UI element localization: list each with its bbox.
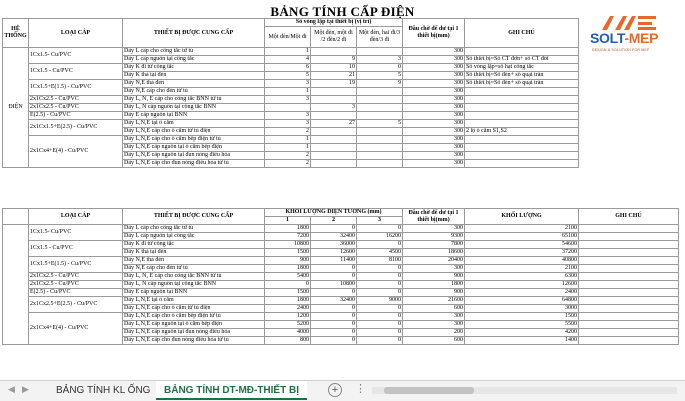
cell-l3[interactable] [357,104,403,112]
cell-qty[interactable]: 1400 [465,337,579,345]
cell-device[interactable]: Dây L,N,E cấp cho đun nóng điều hòa từ tủ [123,160,265,168]
cell-note[interactable] [465,88,579,96]
table-row [3,241,679,249]
cell-l1[interactable]: 1 [265,136,311,144]
cell-device[interactable]: Dây N,E thả đèn [123,80,265,88]
col-loop1-header[interactable]: Một đèn/Một đi [265,27,311,48]
cell-note[interactable] [465,152,579,160]
cell-end[interactable]: 300 [403,96,465,104]
cell-note[interactable] [579,289,679,297]
cell-note[interactable] [579,273,679,281]
cell-l2[interactable] [311,88,357,96]
cell-l1[interactable]: 1 [265,88,311,96]
cell-note[interactable] [579,337,679,345]
cell-l2[interactable] [311,128,357,136]
col2-quantity-header[interactable]: KHỐI LƯỢNG [465,209,579,225]
cell-device[interactable]: Dây K thả tại đèn [123,72,265,80]
cable-cell[interactable]: 1Cx1.5+E(1.5) - Cu/PVC [29,80,123,96]
cable-quantity-table [2,208,679,345]
cell-end[interactable]: 300 [403,80,465,88]
cell-end[interactable]: 300 [403,144,465,152]
cable-cell[interactable]: 2x1Cx1.5+E(2.5) - Cu/PVC [29,120,123,136]
cell-v3[interactable]: 0 [357,329,403,337]
cell-v1[interactable]: 0 [265,281,311,289]
cell-device[interactable]: Dây L,N,E cấp nguồn tại đun nóng điều hòa [123,329,265,337]
cell-l1[interactable]: 3 [265,120,311,128]
cell-end[interactable]: 600 [403,337,465,345]
cell-v2[interactable]: 0 [311,225,357,233]
cell-qty[interactable]: 2400 [465,289,579,297]
tab-dt-md-thiet-bi[interactable]: BẢNG TÍNH DT-MĐ-THIẾT BỊ [156,381,307,400]
horizontal-scrollbar[interactable] [372,387,677,394]
table-row [3,289,679,297]
cell-device[interactable]: Dây L,N,E cấp nguồn tại ổ cắm bếp điện [123,144,265,152]
cell-v3[interactable]: 0 [357,313,403,321]
cell-l3[interactable] [357,144,403,152]
col-endpoint-header[interactable]: Đầu chờ để dư tại 1 thiết bị(mm) [403,19,465,48]
cable-cell[interactable]: E(2.5) - Cu/PVC [29,112,123,120]
cell-end[interactable]: 900 [403,289,465,297]
cell-qty[interactable]: 65100 [465,233,579,241]
cable-cell[interactable]: 2x1Cx4+E(4) - Cu/PVC [29,136,123,168]
cell-l1[interactable]: 1 [265,48,311,56]
cell-l2[interactable] [311,152,357,160]
add-sheet-icon[interactable]: + [328,383,342,397]
cell-l2[interactable]: 27 [311,120,357,128]
cell-qty[interactable]: 12600 [465,281,579,289]
cable-cell[interactable]: 1Cx1.5- Cu/PVC [29,48,123,64]
cell-v3[interactable]: 4500 [357,249,403,257]
cell-l3[interactable]: 9 [357,80,403,88]
cell-end[interactable]: 300 [403,112,465,120]
cell-end[interactable]: 300 [403,128,465,136]
cell-device[interactable]: Dây L, N, E cấp cho công tắc BNN từ tủ [123,96,265,104]
cell-device[interactable]: Dây L, N cấp nguồn tại công tắc BNN [123,104,265,112]
cell-end[interactable]: 21600 [403,297,465,305]
cell-end[interactable]: 300 [403,321,465,329]
cell-end[interactable]: 18600 [403,249,465,257]
table-row [3,297,679,305]
cell-v2[interactable]: 0 [311,265,357,273]
cell-device[interactable]: Dây L,N,E cấp nguồn tại ổ cắm bếp điện [123,321,265,329]
blank-system-cell[interactable] [3,225,29,345]
cell-l3[interactable] [357,128,403,136]
cell-l2[interactable] [311,48,357,56]
cell-v1[interactable]: 1500 [265,289,311,297]
cell-v3[interactable]: 9000 [357,297,403,305]
col-loop3-header[interactable]: Một đèn, hai đi/3 đèn/3 đi [357,27,403,48]
cell-device[interactable]: Dây N,E cấp cho đèn từ tủ [123,88,265,96]
col2-c3-header[interactable]: 3 [357,217,403,225]
cell-v2[interactable]: 10800 [311,281,357,289]
cell-device[interactable]: Dây K đi từ công tắc [123,241,265,249]
cable-cell[interactable]: 2x1Cx4+E(4) - Cu/PVC [29,313,123,345]
cell-end[interactable]: 1800 [403,281,465,289]
cell-v1[interactable]: 1800 [265,297,311,305]
cell-qty[interactable]: 1500 [465,313,579,321]
cell-note[interactable]: Số vòng lặp=số hạt công tắc [465,64,579,72]
cell-device[interactable]: Dây L,N,E cấp cho ổ cắm bếp điện từ tủ [123,136,265,144]
cell-note[interactable] [579,249,679,257]
cell-v1[interactable]: 1500 [265,249,311,257]
cell-end[interactable]: 300 [403,56,465,64]
cell-end[interactable]: 300 [403,160,465,168]
cell-device[interactable]: Dây L,N,E tại ổ cắm [123,297,265,305]
cell-qty[interactable]: 4200 [465,329,579,337]
cell-qty[interactable]: 64800 [465,297,579,305]
col2-endpoint-header[interactable]: Đầu chờ để dư tại 1 thiết bị(mm) [403,209,465,225]
cell-note[interactable]: Số thiết bị=Số đèn+ số quạt trần [465,80,579,88]
cable-cell[interactable]: 1Cx1.5+E(1.5) - Cu/PVC [29,257,123,273]
cell-note[interactable] [579,281,679,289]
tab-prev-icon[interactable]: ◀ [8,384,15,394]
logo-tagline: DESIGN & SOLUTION FOR MEP [592,48,650,52]
logo-brand-text: SOLT-MEP [590,30,659,46]
scrollbar-thumb[interactable] [384,387,474,394]
cell-device[interactable]: Dây L, N cấp nguồn tại công tắc BNN [123,281,265,289]
cell-l1[interactable]: 1 [265,144,311,152]
cell-v3[interactable]: 0 [357,337,403,345]
cell-note[interactable] [465,144,579,152]
cell-qty[interactable]: 3000 [465,305,579,313]
more-options-icon[interactable]: ⋮ [355,383,366,395]
table-row [3,112,579,120]
cell-device[interactable]: Dây L,N,E cấp cho ổ cắm từ tủ điện [123,305,265,313]
cable-cell[interactable]: 2x1Cx2.5 - Cu/PVC [29,96,123,104]
cell-note[interactable] [579,321,679,329]
cable-cell[interactable]: 1Cx1.5 - Cu/PVC [29,64,123,80]
cell-end[interactable]: 20400 [403,257,465,265]
col-device-header[interactable]: THIẾT BỊ ĐƯỢC CUNG CẤP [123,19,265,48]
cell-l1[interactable] [265,104,311,112]
cell-l2[interactable]: 21 [311,72,357,80]
cell-v1[interactable]: 1200 [265,313,311,321]
cell-v2[interactable]: 0 [311,313,357,321]
cell-l3[interactable] [357,136,403,144]
cell-l3[interactable]: 0 [357,64,403,72]
table-row [3,120,579,128]
cell-device[interactable]: Dây E cấp nguồn tại BNN [123,112,265,120]
cell-device[interactable]: Dây K đi từ công tắc [123,64,265,72]
cell-l3[interactable] [357,152,403,160]
table-row [3,281,679,289]
col2-note-header[interactable]: GHI CHÚ [579,209,679,225]
cell-note[interactable] [465,136,579,144]
cell-v2[interactable]: 32400 [311,297,357,305]
col-system-header[interactable]: HỆ THỐNG [3,19,29,48]
cell-l2[interactable]: 9 [311,56,357,64]
cell-v3[interactable]: 0 [357,305,403,313]
cell-l2[interactable] [311,136,357,144]
col-loops-group-header[interactable]: Số vòng lặp tại thiết bị (vị trí) [265,19,403,27]
cell-l1[interactable]: 2 [265,152,311,160]
cell-note[interactable] [579,265,679,273]
cell-end[interactable]: 300 [403,64,465,72]
cell-v2[interactable]: 0 [311,273,357,281]
cell-qty[interactable]: 6300 [465,273,579,281]
cell-device[interactable]: Dây L cấp nguồn tại công tắc [123,233,265,241]
cell-l2[interactable] [311,96,357,104]
cell-l3[interactable]: 3 [357,56,403,64]
cell-end[interactable]: 300 [403,120,465,128]
cell-end[interactable]: 300 [403,48,465,56]
cable-cell[interactable]: 2x1Cx2.5 - Cu/PVC [29,281,123,289]
cell-note[interactable] [579,257,679,265]
col2-c2-header[interactable]: 2 [311,217,357,225]
sheet-title: BẢNG TÍNH CẤP ĐIỆN [270,4,415,19]
cell-v2[interactable]: 11400 [311,257,357,265]
cell-v1[interactable]: 4000 [265,329,311,337]
cell-qty[interactable]: 37200 [465,249,579,257]
cell-l2[interactable] [311,144,357,152]
col-cable-header[interactable]: LOẠI CÁP [29,19,123,48]
cell-l3[interactable] [357,96,403,104]
col-note-header[interactable]: GHI CHÚ [465,19,579,48]
cell-v2[interactable]: 36000 [311,241,357,249]
cell-note[interactable] [465,120,579,128]
cell-v1[interactable]: 1800 [265,265,311,273]
cable-cell[interactable]: E(2.5) - Cu/PVC [29,289,123,297]
cell-note[interactable] [465,48,579,56]
cell-v1[interactable]: 900 [265,257,311,265]
cell-l2[interactable]: 3 [311,104,357,112]
cell-note[interactable] [465,112,579,120]
cell-v2[interactable]: 0 [311,329,357,337]
cell-l1[interactable]: 5 [265,72,311,80]
cell-device[interactable]: Dây L,N,E cấp cho đun nóng điều hòa từ tủ [123,337,265,345]
cell-l2[interactable] [311,160,357,168]
col2-c1-header[interactable]: 1 [265,217,311,225]
table-row [3,104,579,112]
cell-end[interactable]: 200 [403,329,465,337]
cell-v2[interactable]: 32400 [311,233,357,241]
cable-cell[interactable]: 2x1Cx2.5 - Cu/PVC [29,104,123,112]
cell-v1[interactable]: 10800 [265,241,311,249]
cell-l2[interactable]: 10 [311,64,357,72]
cell-device[interactable]: Dây L,N,E cấp cho ổ cắm từ tủ điện [123,128,265,136]
cell-device[interactable]: Dây K thả tại đèn [123,249,265,257]
cell-v3[interactable]: 0 [357,225,403,233]
cell-v3[interactable]: 0 [357,289,403,297]
cell-l1[interactable]: 2 [265,128,311,136]
cell-qty[interactable]: 54600 [465,241,579,249]
table-row [3,273,679,281]
cell-device[interactable]: Dây L,N,E tại ổ cắm [123,120,265,128]
cell-end[interactable]: 300 [403,88,465,96]
table-row [3,64,579,72]
cell-end[interactable]: 600 [403,305,465,313]
cell-note[interactable] [465,160,579,168]
cell-l1[interactable]: 3 [265,80,311,88]
sheet-tab-bar [0,380,685,401]
cell-end[interactable]: 300 [403,313,465,321]
brand-logo [588,14,680,58]
table-row [3,313,679,321]
cell-v1[interactable]: 1800 [265,225,311,233]
cell-v2[interactable]: 0 [311,289,357,297]
cell-device[interactable]: Dây L,N,E cấp nguồn tại đun nóng điều hòa [123,152,265,160]
cell-note[interactable] [579,241,679,249]
col2-cable-header[interactable]: LOẠI CÁP [29,209,123,225]
cell-end[interactable]: 300 [403,265,465,273]
cell-end[interactable]: 300 [403,104,465,112]
table-row [3,48,579,56]
cell-l3[interactable] [357,88,403,96]
cell-note[interactable]: Số thiết bị=Số đèn+ số quạt trần [465,72,579,80]
cell-v3[interactable]: 0 [357,281,403,289]
col2-device-header[interactable]: THIẾT BỊ ĐƯỢC CUNG CẤP [123,209,265,225]
cell-note[interactable]: Số thiết bị=Số CT đơn+ số CT đôi [465,56,579,64]
cell-l3[interactable] [357,48,403,56]
cell-l2[interactable] [311,112,357,120]
cable-cell[interactable]: 1Cx1.5- Cu/PVC [29,225,123,241]
cell-l3[interactable]: 5 [357,72,403,80]
cell-device[interactable]: Dây L cấp cho công tắc từ tủ [123,225,265,233]
table-row [3,96,579,104]
cell-note[interactable] [465,104,579,112]
cell-note[interactable] [579,305,679,313]
col-loop2-header[interactable]: Một đèn, một đi /2 đèn/2 đi [311,27,357,48]
cell-v1[interactable]: 5200 [265,321,311,329]
cell-l2[interactable]: 19 [311,80,357,88]
cell-qty[interactable]: 40800 [465,257,579,265]
table-row [3,225,679,233]
cell-l1[interactable]: 2 [265,160,311,168]
cell-v3[interactable]: 0 [357,273,403,281]
cell-qty[interactable]: 5500 [465,321,579,329]
cell-end[interactable]: 300 [403,152,465,160]
cell-note[interactable] [465,96,579,104]
cell-v3[interactable]: 16200 [357,233,403,241]
table-row [3,80,579,88]
cell-note[interactable] [579,297,679,305]
cell-l3[interactable] [357,112,403,120]
table-row [3,136,579,144]
cell-v3[interactable]: 8100 [357,257,403,265]
cell-device[interactable]: Dây L cấp nguồn tại công tắc [123,56,265,64]
cell-device[interactable]: Dây L,N,E cấp cho ổ cắm bếp điện từ tủ [123,313,265,321]
cell-qty[interactable]: 2100 [465,225,579,233]
cell-l3[interactable] [357,160,403,168]
cell-end[interactable]: 300 [403,136,465,144]
cell-note[interactable] [579,233,679,241]
blank-header-cell[interactable] [3,209,29,225]
cable-cell[interactable]: 1Cx1.5 - Cu/PVC [29,241,123,257]
cell-note[interactable] [579,225,679,233]
cell-v1[interactable]: 2400 [265,305,311,313]
cell-v2[interactable]: 0 [311,305,357,313]
cell-v3[interactable]: 0 [357,321,403,329]
cell-v1[interactable]: 800 [265,337,311,345]
cell-l3[interactable]: 5 [357,120,403,128]
cell-end[interactable]: 300 [403,72,465,80]
cell-l1[interactable]: 3 [265,96,311,104]
cell-device[interactable]: Dây N,E cấp cho đèn từ tủ [123,265,265,273]
cell-qty[interactable]: 2100 [465,265,579,273]
cell-v3[interactable]: 0 [357,265,403,273]
cable-cell[interactable]: 2x1Cx2.5+E(2.5) - Cu/PVC [29,297,123,313]
system-cell[interactable]: ĐIỆN [3,48,29,168]
cell-v3[interactable]: 0 [357,241,403,249]
cell-device[interactable]: Dây N,E thả đèn [123,257,265,265]
cell-v2[interactable]: 0 [311,321,357,329]
cell-device[interactable]: Dây L, N, E cấp cho công tắc BNN từ tủ [123,273,265,281]
table-row [3,257,679,265]
cell-note[interactable] [579,329,679,337]
cell-end[interactable]: 9300 [403,233,465,241]
cell-device[interactable]: Dây E cấp nguồn tại BNN [123,289,265,297]
tab-kl-ong[interactable]: BẢNG TÍNH KL ỐNG [56,385,151,396]
cell-end[interactable]: 7800 [403,241,465,249]
col2-group-header[interactable]: KHỐI LƯỢNG DIỆN TƯƠNG (mm) [265,209,403,217]
cell-end[interactable]: 900 [403,273,465,281]
cell-end[interactable]: 300 [403,225,465,233]
cell-v2[interactable]: 0 [311,337,357,345]
cell-device[interactable]: Dây L cấp cho công tắc từ tủ [123,48,265,56]
cell-l1[interactable]: 4 [265,56,311,64]
cell-v1[interactable]: 5400 [265,273,311,281]
cell-v1[interactable]: 7200 [265,233,311,241]
cell-note[interactable] [579,313,679,321]
cell-l1[interactable]: 3 [265,112,311,120]
cell-v2[interactable]: 12600 [311,249,357,257]
cable-cell[interactable]: 2x1Cx2.5 - Cu/PVC [29,273,123,281]
cell-l1[interactable]: 6 [265,64,311,72]
cable-loop-table [2,18,579,168]
tab-next-icon[interactable]: ▶ [22,384,29,394]
cell-note[interactable]: 2 lộ ổ cắm S1,S2 [465,128,579,136]
